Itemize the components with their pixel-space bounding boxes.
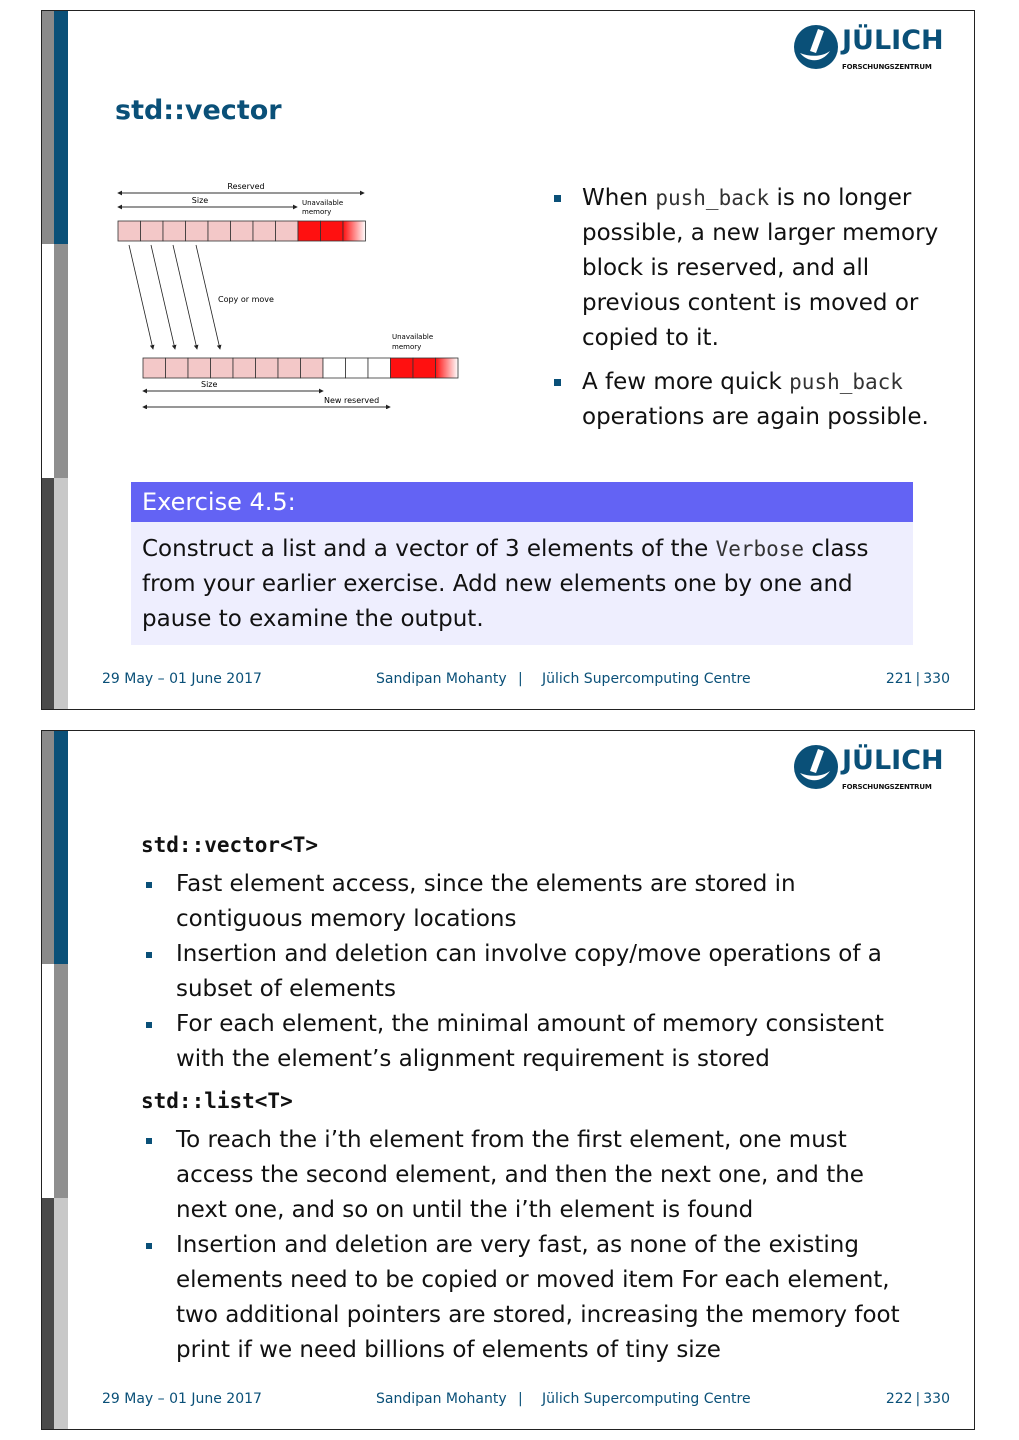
sidebar-stripes — [42, 731, 68, 1429]
bullet-square-icon — [554, 195, 561, 202]
bullet-square-icon — [146, 1022, 152, 1028]
bullet-text: For each element, the minimal amount of memory consistent with the element’s alignment requirement is stored — [176, 1011, 884, 1072]
bullet-square-icon — [146, 882, 152, 888]
footer-institution: Jülich Supercomputing Centre — [542, 671, 751, 687]
unavailable-label: Unavailable — [302, 199, 344, 207]
bullet-text: To reach the i’th element from the first element, one must access the second element, and then the next one, and the next one, and so on until the i’th element is found — [176, 1127, 864, 1223]
bullet-square-icon — [554, 379, 561, 386]
sidebar-stripe — [54, 731, 68, 964]
page-number — [886, 1391, 950, 1407]
sidebar-stripe — [54, 964, 68, 1198]
logo-subtitle: FORSCHUNGSZENTRUM — [842, 63, 932, 71]
bullet-text: operations are again possible. — [582, 404, 929, 430]
list-heading: std::list<T> — [141, 1089, 293, 1113]
list-item — [142, 1123, 922, 1228]
total-pages: 330 — [923, 1391, 950, 1407]
sidebar-stripe — [42, 244, 54, 478]
julich-logo — [792, 23, 952, 75]
bullet-text: When — [582, 185, 656, 211]
inline-code: push_back — [789, 370, 903, 394]
julich-logo — [792, 743, 952, 795]
size-label: Size — [201, 380, 218, 389]
new-reserved-label: New reserved — [324, 396, 380, 405]
exercise-box — [131, 482, 913, 645]
logo-wordmark: JÜLICH — [842, 745, 944, 776]
sidebar-stripe — [42, 11, 54, 244]
size-label: Size — [191, 196, 209, 205]
vector-reallocation-diagram — [114, 169, 474, 409]
footer-date: 29 May – 01 June 2017 — [102, 671, 262, 687]
exercise-text: Construct a list and a vector of 3 elements of the — [142, 536, 716, 562]
bullet-text: A few more quick — [582, 369, 790, 395]
memory-label: memory — [302, 208, 332, 216]
memory-label: memory — [392, 343, 422, 351]
bullet-text: Fast element access, since the elements are stored in contiguous memory locations — [176, 871, 796, 932]
footer-author: Sandipan Mohanty — [376, 1391, 507, 1407]
list-item — [142, 1228, 922, 1368]
sidebar-stripe — [42, 731, 54, 964]
current-page: 222 — [885, 1391, 913, 1407]
copy-or-move-label: Copy or move — [218, 295, 274, 304]
exercise-heading: Exercise 4.5: — [131, 482, 913, 522]
current-page: 221 — [885, 671, 913, 687]
page-separator: | — [915, 671, 921, 687]
footer-separator: | — [518, 671, 523, 687]
bullet-square-icon — [146, 1138, 152, 1144]
total-pages: 330 — [923, 671, 950, 687]
sidebar-stripe — [54, 11, 68, 244]
logo-subtitle: FORSCHUNGSZENTRUM — [842, 783, 932, 791]
footer-author: Sandipan Mohanty — [376, 671, 507, 687]
footer — [42, 1391, 974, 1411]
footer-institution: Jülich Supercomputing Centre — [542, 1391, 751, 1407]
vector-bullet-list — [142, 867, 922, 1077]
julich-emblem-icon — [792, 23, 840, 71]
sidebar-stripes — [42, 11, 68, 709]
sidebar-stripe — [54, 244, 68, 478]
footer-date: 29 May – 01 June 2017 — [102, 1391, 262, 1407]
sidebar-stripe — [42, 964, 54, 1198]
list-item — [548, 365, 948, 435]
reserved-label: Reserved — [227, 182, 265, 191]
julich-emblem-icon — [792, 743, 840, 791]
exercise-text: class from your earlier exercise. Add new elements one by one and pause to examine the output. — [142, 536, 869, 632]
exercise-body — [131, 522, 913, 645]
vector-heading: std::vector<T> — [141, 833, 319, 857]
bullet-text: Insertion and deletion can involve copy/move operations of a subset of elements — [176, 941, 882, 1002]
list-item — [142, 937, 922, 1007]
slide-222 — [41, 730, 975, 1430]
page-separator: | — [915, 1391, 921, 1407]
footer-separator: | — [518, 1391, 523, 1407]
list-item — [142, 867, 922, 937]
slide-title: std::vector — [115, 95, 282, 126]
bullet-square-icon — [146, 1243, 152, 1249]
list-item — [142, 1007, 922, 1077]
list-bullet-list — [142, 1123, 922, 1368]
bullet-list — [548, 181, 948, 444]
bullet-text: is no longer possible, a new larger memory block is reserved, and all previous content is moved or copied to it. — [582, 185, 939, 351]
list-item — [548, 181, 948, 356]
unavailable-label: Unavailable — [392, 333, 434, 341]
inline-code: Verbose — [715, 537, 805, 561]
page-number — [886, 671, 950, 687]
bullet-text: Insertion and deletion are very fast, as none of the existing elements need to be copied or moved item For each element, two additional pointers are stored, increasing the memory foot print if we need billions of elements of tiny size — [176, 1232, 900, 1363]
slide-221 — [41, 10, 975, 710]
inline-code: push_back — [655, 186, 770, 210]
bullet-square-icon — [146, 952, 152, 958]
footer — [42, 671, 974, 691]
logo-wordmark: JÜLICH — [842, 25, 944, 56]
